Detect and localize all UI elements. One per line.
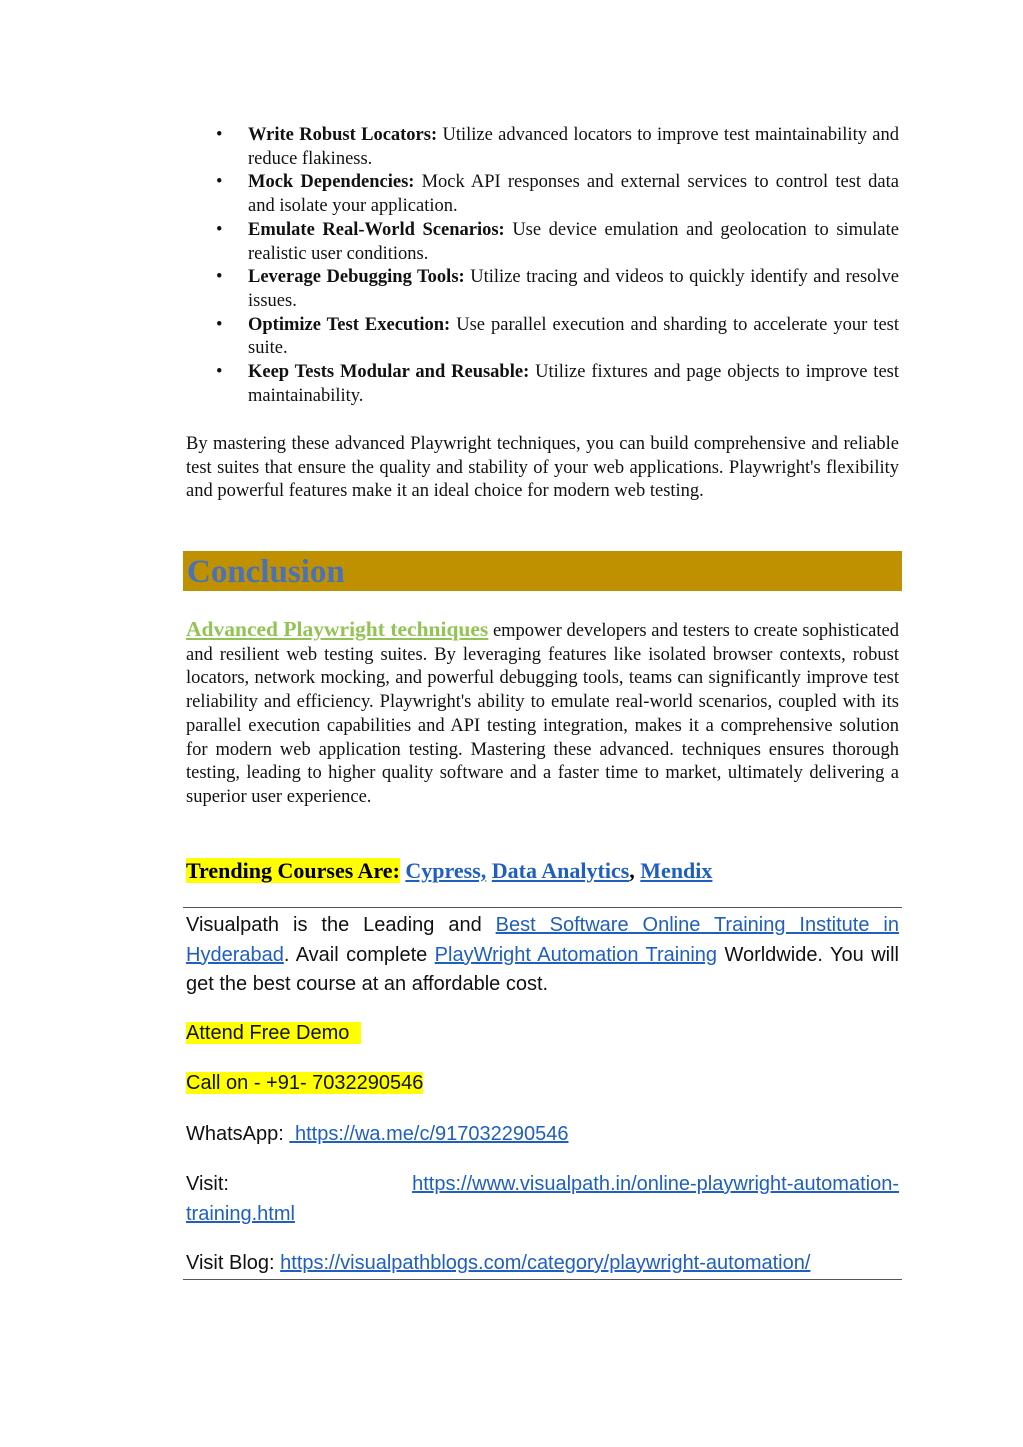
conclusion-paragraph bbox=[186, 618, 899, 810]
list-item bbox=[186, 219, 899, 266]
conclusion-body: empower developers and testers to create sophisticated and resilient web testing suites. By leveraging features like isolated browser contexts, robust locators, network mocking, and powerful debugging tools, teams can significantly improve test reliability and efficiency. Playwright's ability to emulate real-world scenarios, coupled with its parallel execution capabilities and API testing integration, makes it a comprehensive solution for modern web application testing. Mastering these advanced. techniques ensures thorough testing, leading to higher quality software and a faster time to market, ultimately delivering a superior user experience. bbox=[186, 621, 899, 807]
attend-demo bbox=[186, 1019, 361, 1049]
whatsapp-line bbox=[186, 1120, 568, 1150]
institute-link[interactable]: Best Software Online Training Institute in Hyderabad bbox=[186, 914, 899, 966]
list-item bbox=[186, 124, 899, 171]
tips-list bbox=[186, 124, 899, 408]
list-item-title: Leverage Debugging Tools: bbox=[248, 267, 465, 288]
divider-top bbox=[183, 907, 902, 908]
course-link-cypress[interactable]: Cypress, bbox=[405, 858, 487, 883]
conclusion-heading-band bbox=[183, 551, 902, 591]
visit-link[interactable]: https://www.visualpath.in/online-playwright-automation- bbox=[412, 1173, 899, 1195]
course-link[interactable]: PlayWright Automation Training bbox=[434, 943, 718, 966]
attend-demo-label: Attend Free Demo bbox=[186, 1022, 350, 1044]
bullet-icon: • bbox=[216, 267, 223, 288]
visualpath-intro: Visualpath is the Leading and bbox=[186, 914, 482, 936]
visit-label: Visit: bbox=[186, 1173, 229, 1195]
call-label: Call on - +91- 7032290546 bbox=[186, 1072, 424, 1094]
summary-paragraph: By mastering these advanced Playwright techniques, you can build comprehensive and reliable test suites that ensure the quality and stability of your web applications. Playwright's flexibility and powerful features make it an ideal choice for modern web testing. bbox=[186, 434, 899, 502]
conclusion-heading: Conclusion bbox=[187, 554, 345, 590]
list-item-title: Keep Tests Modular and Reusable: bbox=[248, 362, 530, 383]
whatsapp-label: WhatsApp: bbox=[186, 1123, 284, 1145]
visualpath-outro: Worldwide. You will get the best course at an affordable cost. bbox=[186, 943, 899, 995]
visit-line bbox=[186, 1170, 899, 1229]
visit-link-continued[interactable]: training.html bbox=[186, 1202, 295, 1225]
blog-line bbox=[186, 1249, 810, 1279]
whatsapp-link[interactable]: https://wa.me/c/917032290546 bbox=[294, 1123, 569, 1145]
list-item-text: Utilize tracing and videos to quickly identify and resolve issues. bbox=[248, 267, 899, 311]
list-item-text: Use device emulation and geolocation to simulate realistic user conditions. bbox=[248, 219, 899, 264]
list-item bbox=[186, 314, 899, 361]
list-item-title: Mock Dependencies: bbox=[248, 172, 415, 193]
visualpath-paragraph bbox=[186, 911, 899, 1000]
advanced-playwright-link[interactable]: Advanced Playwright techniques bbox=[186, 617, 489, 641]
trending-courses bbox=[186, 856, 899, 886]
blog-label: Visit Blog: bbox=[186, 1252, 275, 1274]
blog-link[interactable]: https://visualpathblogs.com/category/playwright-automation/ bbox=[280, 1252, 811, 1274]
course-link-mendix[interactable]: Mendix bbox=[640, 858, 713, 883]
divider-bottom bbox=[183, 1279, 902, 1280]
bullet-icon: • bbox=[216, 125, 223, 145]
list-item-text: Utilize advanced locators to improve test maintainability and reduce flakiness. bbox=[248, 125, 899, 169]
list-item bbox=[186, 171, 899, 218]
course-link-data-analytics[interactable]: Data Analytics bbox=[491, 858, 630, 883]
list-item-text: Mock API responses and external services to control test data and isolate your application. bbox=[248, 172, 899, 217]
bullet-icon: • bbox=[216, 172, 223, 193]
course-separator: , bbox=[629, 858, 635, 883]
bullet-icon: • bbox=[216, 314, 223, 335]
list-item bbox=[186, 361, 899, 408]
list-item bbox=[186, 266, 899, 313]
trending-label: Trending Courses Are: bbox=[186, 858, 400, 883]
visualpath-mid: . Avail complete bbox=[283, 943, 428, 966]
list-item-title: Write Robust Locators: bbox=[248, 125, 438, 145]
list-item-text: Use parallel execution and sharding to accelerate your test suite. bbox=[248, 314, 900, 359]
bullet-icon: • bbox=[216, 219, 223, 240]
list-item-title: Optimize Test Execution: bbox=[248, 314, 451, 335]
call-line bbox=[186, 1069, 423, 1099]
list-item-text: Utilize fixtures and page objects to improve test maintainability. bbox=[248, 362, 899, 406]
list-item-title: Emulate Real-World Scenarios: bbox=[248, 219, 505, 240]
bullet-icon: • bbox=[216, 362, 223, 383]
